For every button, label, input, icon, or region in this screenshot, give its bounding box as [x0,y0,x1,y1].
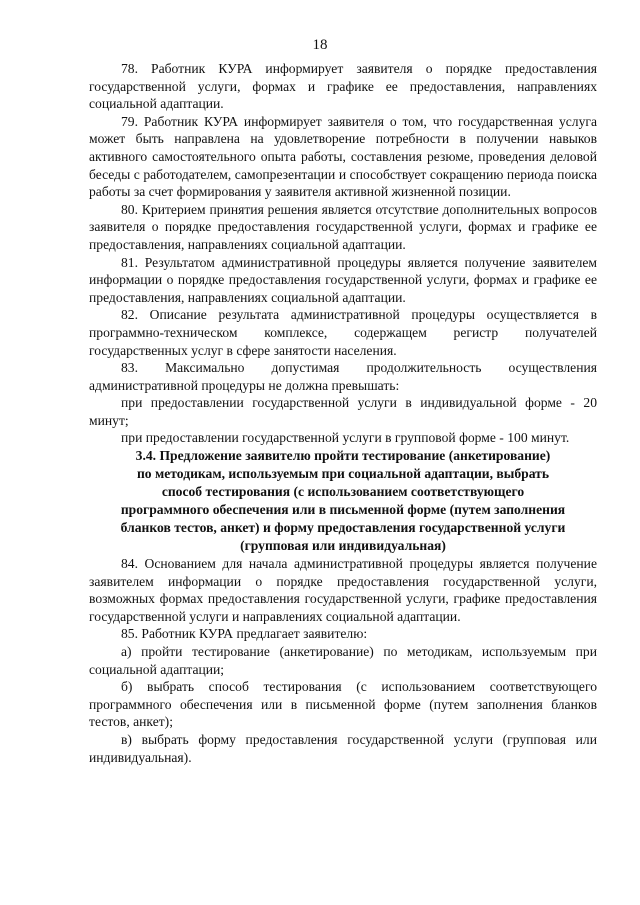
document-body [89,60,597,766]
paragraph-78: 78. Работник КУРА информирует заявителя о порядке предоставления государственной услуги, формах и графике ее предоставления, направлениях социальной адаптации. [89,61,597,112]
paragraph-81: 81. Результатом административной процедуры является получение заявителем информации о порядке предоставления государственной услуги, формах и графике ее предоставления, направлениях социальной адаптации. [89,254,597,305]
paragraph-83-individual: при предоставлении государственной услуги в индивидуальной форме - 20 минут; [89,395,597,428]
paragraph-85: 85. Работник КУРА предлагает заявителю: [121,626,368,642]
paragraph-83-group: при предоставлении государственной услуги в групповой форме - 100 минут. [121,430,570,446]
paragraph-84: 84. Основанием для начала административной процедуры является получение заявителем информации о порядке предоставления государственной услуги, возможных формах предоставления государственной услуги, графике предоставления государственной услуги и направлениях социальной адаптации. [89,556,597,624]
paragraph-83: 83. Максимально допустимая продолжительность осуществления административной процедуры не должна превышать: [89,360,597,393]
heading-line: способ тестирования (с использованием соответствующего [161,484,525,500]
heading-line: бланков тестов, анкет) и форму предоставления государственной услуги [120,520,566,536]
page-number: 18 [312,37,328,53]
section-heading-3-4 [89,447,597,555]
paragraph-80: 80. Критерием принятия решения является отсутствие дополнительных вопросов заявителя о порядке предоставления государственной услуги, формах и графике ее предоставления, направлениях социальной адаптации. [89,201,597,252]
heading-line: программного обеспечения или в письменной форме (путем заполнения [120,502,566,518]
heading-line: (групповая или индивидуальная) [240,538,446,554]
heading-line: по методикам, используемым при социальной адаптации, выбрать [136,466,550,482]
paragraph-85-c: в) выбрать форму предоставления государственной услуги (групповая или индивидуальная). [89,732,597,765]
paragraph-79: 79. Работник КУРА информирует заявителя о том, что государственная услуга может быть направлена на удовлетворение потребности в получении навыков активного самостоятельного опыта работы, составления резюме, проведения деловой беседы с работодателем, самопрезентации и способствует сокращению периода поиска работы за счет формирования у заявителя активной жизненной позиции. [89,113,597,200]
paragraph-85-b: б) выбрать способ тестирования (с использованием соответствующего программного обеспечения или в письменной форме (путем заполнения бланков тестов, анкет); [89,679,597,730]
heading-line: 3.4. Предложение заявителю пройти тестирование (анкетирование) [135,448,551,464]
paragraph-85-a: а) пройти тестирование (анкетирование) по методикам, используемым при социальной адаптации; [89,644,597,677]
paragraph-82: 82. Описание результата административной процедуры осуществляется в программно-техническом комплексе, содержащем регистр получателей государственных услуг в сфере занятости населения. [89,307,597,358]
